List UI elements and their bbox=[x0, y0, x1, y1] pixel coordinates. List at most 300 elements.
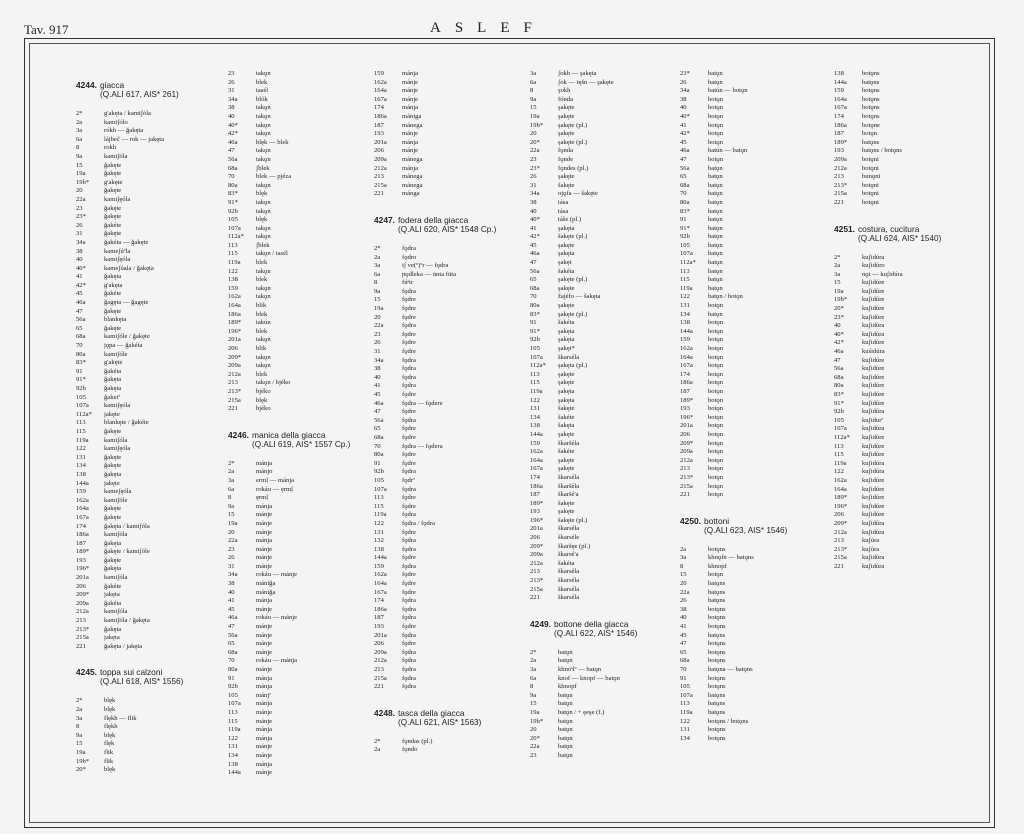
location-code: 92b bbox=[680, 233, 690, 241]
location-code: 144a bbox=[76, 479, 89, 487]
entry-row bbox=[76, 454, 216, 463]
location-code: 9a bbox=[530, 691, 537, 699]
dialect-form: kuʃidúra bbox=[862, 519, 885, 527]
entry-row bbox=[530, 113, 670, 122]
dialect-form: blęk bbox=[256, 396, 268, 404]
entry-row bbox=[228, 285, 368, 294]
dialect-form: batǫn bbox=[708, 78, 723, 86]
location-code: 206 bbox=[374, 147, 384, 155]
dialect-form: fǫdra — fǫdere bbox=[402, 399, 443, 407]
dialect-form: ğakęta bbox=[104, 539, 122, 547]
location-code: 159 bbox=[834, 87, 844, 95]
location-code: 45 bbox=[76, 290, 83, 298]
dialect-form: šakęte bbox=[558, 405, 575, 413]
location-code: 209* bbox=[834, 519, 848, 527]
entry-row bbox=[374, 262, 514, 271]
dialect-form: škaršéla bbox=[558, 439, 580, 447]
section-header bbox=[680, 516, 820, 536]
dialect-form: botǫn bbox=[708, 138, 724, 146]
entry-row bbox=[680, 354, 820, 363]
entry-row bbox=[834, 296, 974, 305]
location-code: 68a bbox=[530, 284, 540, 292]
location-code: 45 bbox=[680, 138, 687, 146]
location-code: 107a bbox=[374, 485, 387, 493]
entry-row bbox=[834, 331, 974, 340]
dialect-form: batǫn bbox=[558, 648, 573, 656]
dialect-form: kuʃúra bbox=[862, 545, 880, 553]
location-code: 83* bbox=[834, 391, 844, 398]
entry-row bbox=[374, 365, 514, 374]
dialect-form: blek bbox=[256, 259, 268, 267]
location-code: 119a bbox=[228, 259, 241, 267]
location-code: 8 bbox=[228, 494, 232, 502]
location-code: 6a bbox=[374, 270, 381, 278]
entry-row bbox=[680, 130, 820, 139]
location-code: 26 bbox=[680, 78, 687, 86]
dialect-form: fǫdre bbox=[402, 502, 416, 510]
entry-row bbox=[530, 233, 670, 242]
dialect-form: ojǫfa — šakęte bbox=[558, 190, 598, 198]
dialect-form: kuʃidúra bbox=[862, 425, 885, 433]
dialect-form: takǫn bbox=[256, 336, 271, 344]
dialect-form: mánjª bbox=[256, 691, 272, 699]
entry-row bbox=[530, 87, 670, 96]
location-code: 201a bbox=[374, 631, 387, 639]
dialect-form: šakéta bbox=[558, 267, 575, 275]
entry-row bbox=[374, 657, 514, 666]
location-code: 2* bbox=[228, 459, 235, 467]
dialect-form: batǫn bbox=[708, 284, 723, 292]
entry-row bbox=[374, 70, 514, 79]
location-code: 213 bbox=[680, 465, 690, 473]
dialect-form: botǫn bbox=[708, 112, 724, 120]
entry-row bbox=[680, 657, 820, 666]
entry-row bbox=[76, 308, 216, 317]
entry-row bbox=[530, 683, 670, 692]
column-3 bbox=[374, 70, 514, 755]
location-code: 38 bbox=[228, 104, 235, 112]
entry-row bbox=[228, 139, 368, 148]
entry-row bbox=[530, 208, 670, 217]
location-code: 213* bbox=[228, 387, 242, 395]
entry-row bbox=[374, 468, 514, 477]
entry-row bbox=[76, 205, 216, 214]
dialect-form: botǫn bbox=[708, 396, 724, 404]
entry-row bbox=[530, 657, 670, 666]
entry-row bbox=[228, 537, 368, 546]
location-code: 209* bbox=[680, 439, 694, 447]
location-code: 91 bbox=[374, 459, 381, 467]
entry-row bbox=[374, 391, 514, 400]
location-code: 47 bbox=[834, 356, 841, 364]
location-code: 3a bbox=[834, 270, 841, 278]
entry-row bbox=[834, 305, 974, 314]
dialect-form: şakęta bbox=[558, 250, 575, 258]
entry-row bbox=[228, 503, 368, 512]
entry-row bbox=[228, 199, 368, 208]
column-6 bbox=[834, 70, 974, 571]
dialect-form: ğakęte / kamiʃóle bbox=[104, 548, 150, 556]
entry-row bbox=[834, 113, 974, 122]
entry-row bbox=[374, 245, 514, 254]
location-code: 46a bbox=[76, 299, 86, 307]
entry-row bbox=[374, 87, 514, 96]
location-code: 41 bbox=[76, 273, 83, 281]
dialect-form: mánje bbox=[256, 769, 273, 777]
entry-row bbox=[228, 311, 368, 320]
entry-row bbox=[228, 761, 368, 770]
dialect-form: kamiʃóle bbox=[104, 496, 128, 504]
entry-row bbox=[374, 443, 514, 452]
entry-row bbox=[228, 104, 368, 113]
entry-row bbox=[680, 580, 820, 589]
location-code: 40 bbox=[680, 104, 687, 112]
dialect-form: rókh — ğakęta bbox=[104, 127, 144, 135]
section-gap bbox=[834, 208, 974, 214]
location-code: 193 bbox=[834, 147, 844, 155]
entry-row bbox=[680, 623, 820, 632]
entry-row bbox=[76, 445, 216, 454]
entry-row bbox=[374, 348, 514, 357]
dialect-form: kuʃidúre bbox=[862, 502, 885, 510]
entry-row bbox=[76, 480, 216, 489]
dialect-form: takǫn bbox=[256, 233, 271, 241]
entry-row bbox=[228, 649, 368, 658]
dialect-form: fǫdra bbox=[402, 365, 416, 373]
dialect-form: ğakęta bbox=[104, 625, 122, 633]
location-code: 40 bbox=[228, 588, 235, 596]
dialect-form: mánje bbox=[256, 708, 273, 716]
entry-row bbox=[680, 371, 820, 380]
location-code: 68a bbox=[76, 333, 86, 341]
entry-row bbox=[76, 162, 216, 171]
section-gap bbox=[374, 692, 514, 698]
dialect-form: botǫns bbox=[708, 674, 726, 682]
dialect-form: škarséla bbox=[558, 585, 580, 593]
entry-row bbox=[228, 614, 368, 623]
location-code: 105 bbox=[680, 241, 690, 249]
entry-row bbox=[834, 511, 974, 520]
location-code: 47 bbox=[374, 408, 381, 416]
dialect-form: mánja bbox=[402, 104, 419, 112]
entry-row bbox=[374, 96, 514, 105]
location-code: 19a bbox=[834, 287, 844, 295]
entry-row bbox=[680, 147, 820, 156]
location-code: 20 bbox=[374, 313, 381, 321]
dialect-form: botǫn bbox=[708, 302, 724, 310]
entry-row bbox=[680, 336, 820, 345]
location-code: 91 bbox=[680, 216, 687, 224]
location-code: 138 bbox=[228, 760, 238, 768]
dialect-form: mánja bbox=[402, 70, 419, 77]
dialect-form: kuʃidúre bbox=[862, 442, 885, 450]
location-code: 107a bbox=[680, 691, 693, 699]
entry-row bbox=[374, 623, 514, 632]
location-code: 159 bbox=[374, 70, 384, 77]
location-code: 215a bbox=[834, 554, 847, 562]
dialect-form: şakęte bbox=[558, 173, 575, 181]
location-code: 107a bbox=[530, 353, 543, 361]
entry-row bbox=[374, 649, 514, 658]
location-code: 134 bbox=[228, 751, 238, 759]
dialect-form: tása bbox=[558, 207, 569, 215]
location-code: 9a bbox=[530, 95, 537, 103]
dialect-form: botǫn bbox=[708, 422, 724, 430]
location-code: 41 bbox=[228, 597, 235, 605]
entry-row bbox=[530, 483, 670, 492]
dialect-form: şakęte bbox=[558, 430, 575, 438]
location-code: 15 bbox=[680, 571, 687, 579]
dialect-form: batǫn bbox=[708, 207, 723, 215]
entry-row bbox=[680, 397, 820, 406]
location-code: 3a bbox=[374, 262, 381, 270]
dialect-form: fǫdra bbox=[402, 614, 416, 622]
location-code: 23* bbox=[680, 70, 690, 77]
dialect-form: mánje bbox=[256, 743, 273, 751]
dialect-form: rokáu — ęrmḷ bbox=[256, 485, 293, 493]
entry-row bbox=[680, 666, 820, 675]
entry-row bbox=[834, 147, 974, 156]
entry-row bbox=[680, 388, 820, 397]
dialect-form: kamiʃóla bbox=[104, 574, 128, 582]
location-code: 131 bbox=[228, 743, 238, 751]
location-code: 22a bbox=[530, 147, 540, 155]
entry-row bbox=[228, 379, 368, 388]
entry-row bbox=[228, 589, 368, 598]
location-code: 20 bbox=[530, 130, 537, 138]
location-code: 46a bbox=[834, 348, 844, 356]
entry-row bbox=[680, 285, 820, 294]
location-code: 193 bbox=[76, 556, 86, 564]
entry-row bbox=[680, 632, 820, 641]
location-code: 187 bbox=[374, 121, 384, 129]
entry-row bbox=[374, 589, 514, 598]
dialect-form: g'akęta bbox=[104, 281, 123, 289]
entry-row bbox=[228, 709, 368, 718]
dialect-form: botǫn bbox=[708, 130, 724, 138]
entry-row bbox=[680, 405, 820, 414]
location-code: 131 bbox=[76, 453, 86, 461]
location-code: 8 bbox=[680, 562, 684, 570]
entry-row bbox=[76, 514, 216, 523]
section-label: toppa sui calzoni bbox=[99, 667, 163, 678]
dialect-form: blók bbox=[256, 95, 268, 103]
dialect-form: batǫn bbox=[708, 198, 723, 206]
dialect-form: škarséla bbox=[558, 353, 580, 361]
location-code: 70 bbox=[228, 173, 235, 181]
dialect-form: šakęte (pl.) bbox=[558, 516, 588, 524]
dialect-form: botǫn bbox=[708, 155, 724, 163]
entry-row bbox=[374, 165, 514, 174]
dialect-form: şakęta bbox=[558, 224, 575, 232]
dialect-form: batǫn bbox=[558, 726, 573, 734]
location-code: 119a bbox=[680, 708, 693, 716]
location-code: 38 bbox=[680, 95, 687, 103]
location-code: 131 bbox=[680, 302, 690, 310]
dialect-form: bjéko bbox=[256, 405, 271, 413]
dialect-form: mánje bbox=[402, 130, 419, 138]
entry-row bbox=[680, 483, 820, 492]
location-code: 131 bbox=[680, 726, 690, 734]
entry-row bbox=[834, 365, 974, 374]
dialect-form: batǫn bbox=[708, 173, 723, 181]
section-title bbox=[834, 224, 974, 234]
location-code: 91 bbox=[680, 674, 687, 682]
entry-row bbox=[76, 368, 216, 377]
dialect-form: fǫdre bbox=[402, 459, 416, 467]
location-code: 19a bbox=[228, 519, 238, 527]
entry-row bbox=[834, 199, 974, 208]
section-reference: (Q.ALI 623, AIS* 1546) bbox=[704, 525, 788, 535]
entry-row bbox=[228, 268, 368, 277]
dialect-form: kuʃidúre bbox=[862, 433, 885, 441]
location-code: 92b bbox=[228, 207, 238, 215]
entry-row bbox=[530, 752, 670, 761]
dialect-form: khnóᵉlª — batǫn bbox=[558, 666, 602, 673]
entry-row bbox=[76, 333, 216, 342]
location-code: 105 bbox=[228, 691, 238, 699]
entry-row bbox=[530, 311, 670, 320]
entry-row bbox=[228, 371, 368, 380]
entry-row bbox=[530, 319, 670, 328]
entry-row bbox=[76, 715, 216, 724]
location-code: 132 bbox=[374, 537, 384, 545]
location-code: 92b bbox=[374, 468, 384, 476]
entry-row bbox=[834, 554, 974, 563]
entry-row bbox=[374, 632, 514, 641]
dialect-form: takǫn bbox=[256, 121, 271, 129]
location-code: 187 bbox=[530, 491, 540, 499]
entry-row bbox=[76, 548, 216, 557]
dialect-form: mániga bbox=[402, 112, 422, 120]
dialect-form: mánje bbox=[256, 562, 273, 570]
entry-row bbox=[834, 468, 974, 477]
dialect-form: škaršéla bbox=[558, 482, 580, 490]
dialect-form: botǫn bbox=[708, 104, 724, 112]
dialect-form: blęk bbox=[104, 706, 116, 713]
entry-row bbox=[834, 70, 974, 79]
entry-row bbox=[680, 70, 820, 79]
entry-row bbox=[76, 351, 216, 360]
location-code: 41 bbox=[680, 121, 687, 129]
location-code: 138 bbox=[834, 70, 844, 77]
location-code: 209* bbox=[228, 353, 242, 361]
entry-row bbox=[530, 79, 670, 88]
entry-row bbox=[76, 144, 216, 153]
dialect-form: flękh — flik bbox=[104, 714, 137, 722]
location-code: 15 bbox=[374, 296, 381, 304]
entry-row bbox=[680, 571, 820, 580]
dialect-form: mánja bbox=[256, 597, 273, 605]
dialect-form: jǫpa — ğakéta bbox=[104, 342, 143, 350]
location-code: 193 bbox=[680, 405, 690, 413]
location-code: 189* bbox=[834, 138, 848, 146]
column-1 bbox=[76, 70, 216, 775]
location-code: 70 bbox=[680, 666, 687, 673]
entry-row bbox=[374, 122, 514, 131]
location-code: 159 bbox=[530, 439, 540, 447]
location-code: 107a bbox=[680, 250, 693, 258]
location-code: 20 bbox=[228, 528, 235, 536]
entry-row bbox=[680, 465, 820, 474]
location-code: 112a* bbox=[228, 233, 244, 241]
entry-row bbox=[76, 325, 216, 334]
dialect-form: kuʃidúre bbox=[862, 382, 885, 390]
entry-row bbox=[834, 130, 974, 139]
dialect-form: batǫns bbox=[708, 631, 726, 639]
entry-row bbox=[530, 379, 670, 388]
entry-row bbox=[374, 486, 514, 495]
entry-row bbox=[374, 425, 514, 434]
entry-row bbox=[76, 196, 216, 205]
entry-row bbox=[680, 242, 820, 251]
entry-row bbox=[228, 597, 368, 606]
location-code: 113 bbox=[228, 708, 238, 716]
entry-row bbox=[374, 254, 514, 263]
entry-row bbox=[680, 302, 820, 311]
location-code: 115 bbox=[374, 502, 384, 510]
location-code: 212a bbox=[76, 608, 89, 616]
location-code: 193 bbox=[530, 508, 540, 516]
entry-row bbox=[530, 276, 670, 285]
location-code: 2a bbox=[228, 468, 235, 476]
entry-row bbox=[530, 726, 670, 735]
location-code: 65 bbox=[374, 425, 381, 433]
location-code: 167a bbox=[530, 465, 543, 473]
location-code: 162a bbox=[680, 345, 693, 352]
entry-row bbox=[834, 529, 974, 538]
entry-row bbox=[228, 511, 368, 520]
location-code: 65 bbox=[76, 324, 83, 332]
dialect-form: mánje bbox=[256, 717, 273, 725]
entry-row bbox=[530, 190, 670, 199]
dialect-form: mánja bbox=[256, 502, 273, 510]
location-code: 213 bbox=[374, 666, 384, 673]
entry-row bbox=[530, 199, 670, 208]
location-code: 212a bbox=[530, 559, 543, 567]
dialect-form: şokh bbox=[558, 87, 571, 95]
entry-row bbox=[834, 339, 974, 348]
dialect-form: ğakęte bbox=[104, 427, 122, 435]
location-code: 91* bbox=[834, 399, 844, 407]
location-code: 213 bbox=[228, 379, 238, 387]
entry-row bbox=[228, 336, 368, 345]
entry-row bbox=[374, 357, 514, 366]
dialect-form: şakęte (pl.) bbox=[558, 121, 588, 129]
entry-row bbox=[76, 119, 216, 128]
location-code: 221 bbox=[834, 198, 844, 206]
dialect-form: fǫdra bbox=[402, 562, 416, 570]
dialect-form: ğakęte bbox=[104, 213, 122, 221]
location-code: 19a bbox=[76, 170, 86, 178]
entry-row bbox=[530, 543, 670, 552]
entry-row bbox=[530, 268, 670, 277]
location-code: 38 bbox=[530, 198, 537, 206]
dialect-form: botǫn bbox=[708, 121, 724, 129]
entry-row bbox=[530, 104, 670, 113]
entry-row bbox=[530, 474, 670, 483]
location-code: 40 bbox=[374, 373, 381, 381]
location-code: 19a bbox=[76, 748, 86, 756]
dialect-form: šakęte bbox=[558, 499, 575, 507]
dialect-form: fónda bbox=[558, 95, 574, 103]
dialect-form: bunǫni bbox=[862, 173, 881, 181]
entry-row bbox=[228, 666, 368, 675]
location-code: 113 bbox=[76, 419, 86, 427]
dialect-form: šakęta bbox=[558, 422, 575, 430]
dialect-form: fǫdre bbox=[402, 640, 416, 648]
entry-row bbox=[228, 571, 368, 580]
